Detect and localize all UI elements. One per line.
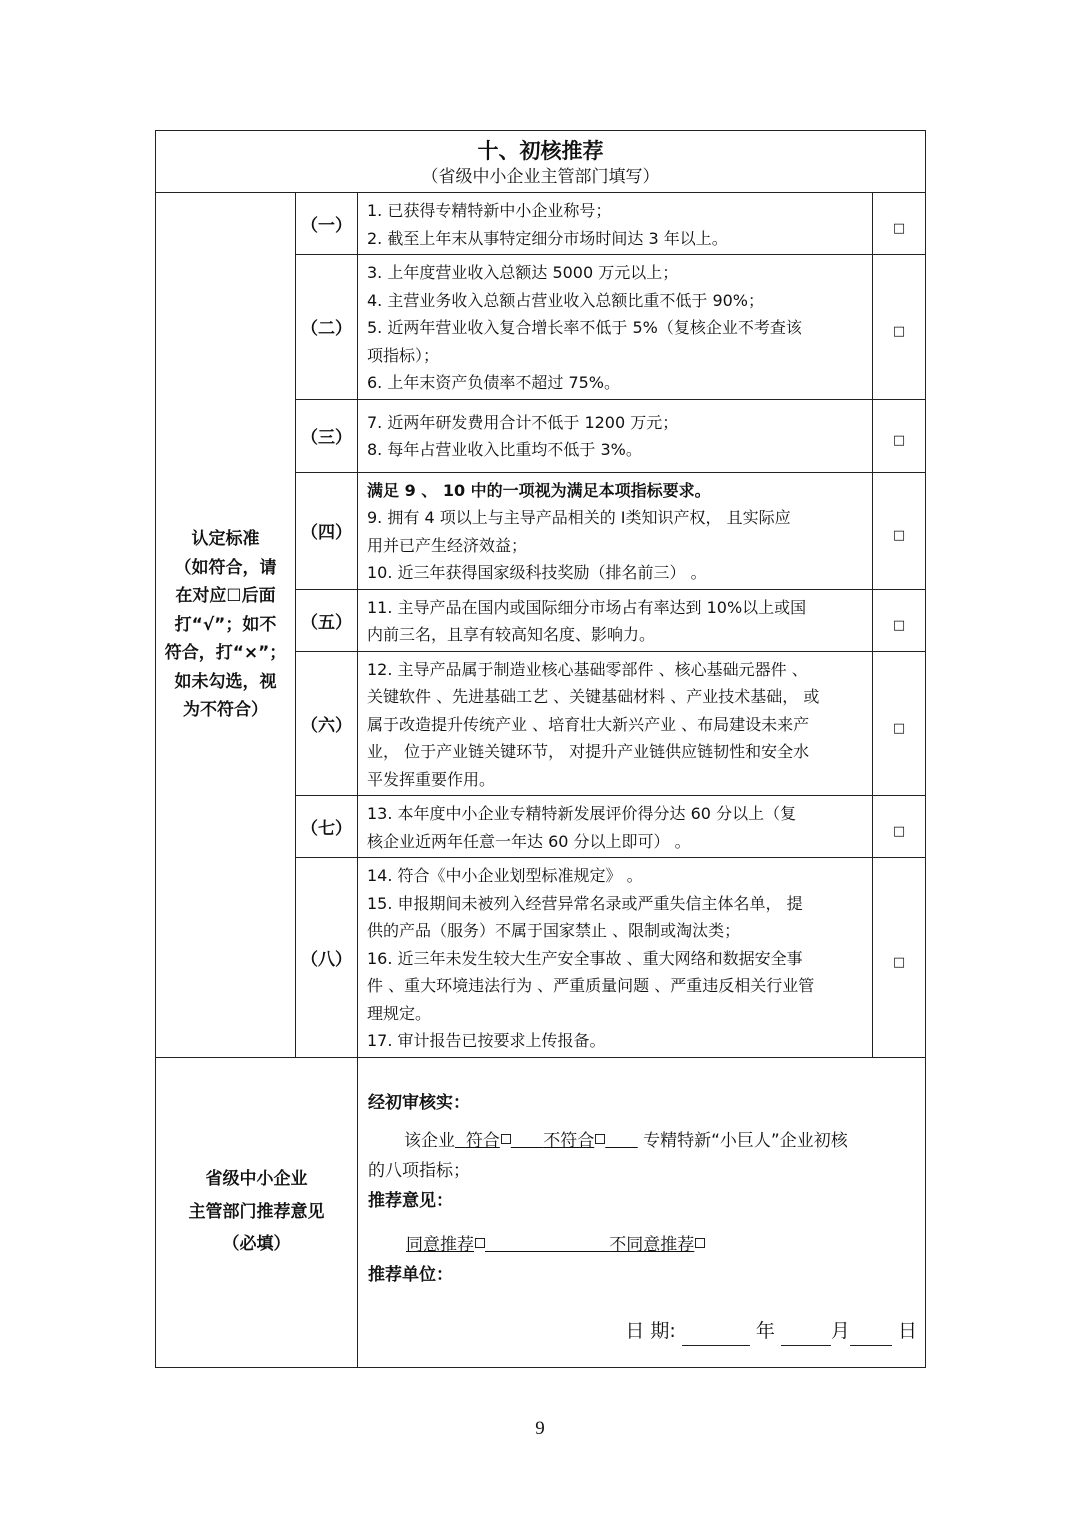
criteria-checkbox[interactable]: □ bbox=[873, 193, 926, 255]
meet-checkbox[interactable] bbox=[501, 1134, 511, 1144]
criteria-checkbox[interactable]: □ bbox=[873, 472, 926, 589]
group-number: （五） bbox=[296, 589, 358, 651]
criteria-checkbox[interactable]: □ bbox=[873, 651, 926, 796]
not-meet-checkbox[interactable] bbox=[595, 1134, 605, 1144]
criteria-items: 12. 主导产品属于制造业核心基础零部件 、核心基础元器件 、 关键软件 、先进基础工艺 、关键基础材料 、产业技术基础， 或 属于改造提升传统产业 、培育壮大新兴产业 、布局建设未来产 业， 位于产业链关键环节， 对提升产业链供应链韧性和安全水 平发挥重要作用。 bbox=[358, 651, 873, 796]
review-statement-cont: 的八项指标； bbox=[368, 1160, 470, 1181]
group-number: （一） bbox=[296, 193, 358, 255]
criteria-checkbox[interactable]: □ bbox=[873, 858, 926, 1058]
criteria-items: 11. 主导产品在国内或国际细分市场占有率达到 10%以上或国 内前三名，且享有较高知名度、影响力。 bbox=[358, 589, 873, 651]
page-number: 9 bbox=[535, 1418, 545, 1439]
criteria-items: 7. 近两年研发费用合计不低于 1200 万元； 8. 每年占营业收入比重均不低于 3%。 bbox=[358, 399, 873, 472]
group-number: （三） bbox=[296, 399, 358, 472]
disagree-checkbox[interactable] bbox=[695, 1238, 705, 1248]
review-statement: 该企业 符合 不符合 专精特新“小巨人”企业初核 bbox=[404, 1130, 848, 1151]
year-field[interactable] bbox=[682, 1325, 750, 1346]
criteria-checkbox[interactable]: □ bbox=[873, 399, 926, 472]
criteria-items: 13. 本年度中小企业专精特新发展评价得分达 60 分以上（复 核企业近两年任意一年达 60 分以上即可） 。 bbox=[358, 796, 873, 858]
criteria-items: 满足 9 、 10 中的一项视为满足本项指标要求。 9. 拥有 4 项以上与主导产品相关的 Ⅰ类知识产权， 且实际应 用并已产生经济效益； 10. 近三年获得国家级科技奖励（排名前三） 。 bbox=[358, 472, 873, 589]
group-number: （七） bbox=[296, 796, 358, 858]
group-number: （八） bbox=[296, 858, 358, 1058]
recommendation-label: 省级中小企业 主管部门推荐意见 （必填） bbox=[156, 1057, 358, 1367]
group-number: （六） bbox=[296, 651, 358, 796]
criteria-checkbox[interactable]: □ bbox=[873, 796, 926, 858]
review-heading: 经初审核实： bbox=[368, 1092, 470, 1113]
section-subtitle: （省级中小企业主管部门填写） bbox=[421, 166, 660, 187]
recommendation-form bbox=[155, 130, 925, 1349]
group-number: （二） bbox=[296, 255, 358, 400]
month-field[interactable] bbox=[781, 1325, 831, 1346]
section-header bbox=[156, 131, 926, 193]
recommendation-body bbox=[358, 1057, 926, 1367]
day-field[interactable] bbox=[850, 1325, 892, 1346]
date-row: 日 期: 年 月 日 bbox=[368, 1316, 917, 1346]
criteria-checkbox[interactable]: □ bbox=[873, 255, 926, 400]
criteria-items: 1. 已获得专精特新中小企业称号； 2. 截至上年末从事特定细分市场时间达 3 年以上。 bbox=[358, 193, 873, 255]
group-number: （四） bbox=[296, 472, 358, 589]
opinion-heading: 推荐意见： bbox=[368, 1190, 453, 1211]
unit-label: 推荐单位： bbox=[368, 1264, 453, 1285]
opinion-options: 同意推荐 不同意推荐 bbox=[368, 1230, 917, 1260]
criteria-items: 14. 符合《中小企业划型标准规定》 。 15. 申报期间未被列入经营异常名录或严重失信主体名单， 提 供的产品（服务）不属于国家禁止 、限制或淘汰类； 16. 近三年未发生较大生产安全事故 、重大网络和数据安全事 件 、重大环境违法行为 、严重质量问题 、严重违反相关行业管 理规定。 17. 审计报告已按要求上传报备。 bbox=[358, 858, 873, 1058]
agree-checkbox[interactable] bbox=[475, 1238, 485, 1248]
criteria-items: 3. 上年度营业收入总额达 5000 万元以上； 4. 主营业务收入总额占营业收入总额比重不低于 90%； 5. 近两年营业收入复合增长率不低于 5%（复核企业不考查该 项指标）； 6. 上年末资产负债率不超过 75%。 bbox=[358, 255, 873, 400]
form-table bbox=[155, 130, 926, 1368]
criteria-label: 认定标准 （如符合，请 在对应☐后面 打“√”；如不 符合，打“×”； 如未勾选，视 为不符合） bbox=[156, 193, 296, 1058]
section-title: 十、初核推荐 bbox=[477, 138, 604, 163]
criteria-checkbox[interactable]: □ bbox=[873, 589, 926, 651]
